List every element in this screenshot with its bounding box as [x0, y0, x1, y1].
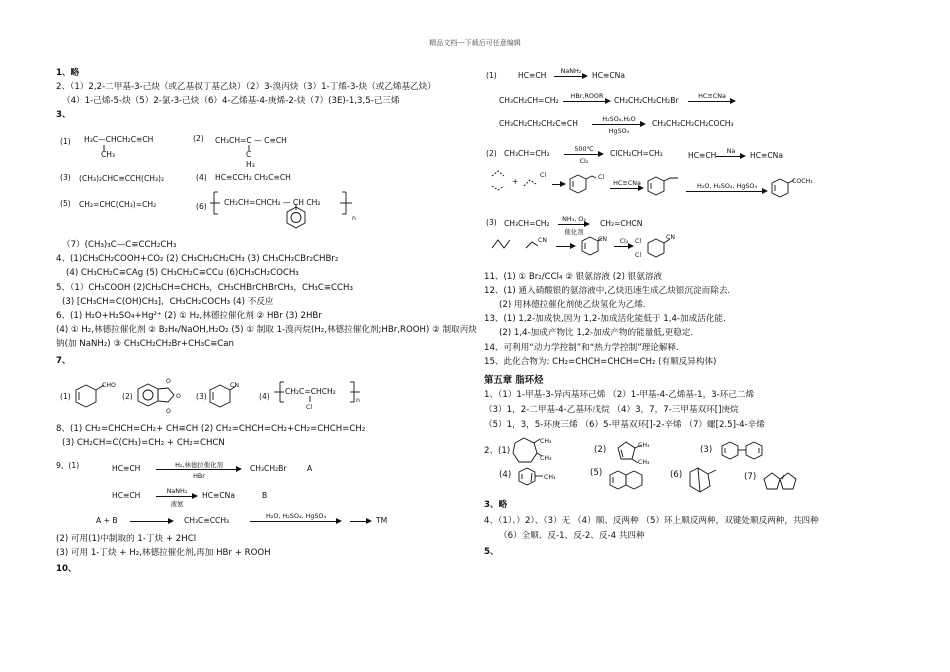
s6-number: (6) — [196, 202, 207, 211]
s2-sub-h3: H₃ — [246, 160, 255, 169]
s74-polymer-brackets — [270, 378, 370, 418]
c2-3-number: (3) — [700, 445, 713, 455]
s3-number: (3) — [60, 173, 71, 182]
r3-cn-a: CN — [538, 237, 547, 244]
r1-a: HC≡CH — [518, 71, 547, 80]
s6-n: n — [352, 215, 356, 222]
s71-number: (1) — [60, 392, 71, 401]
r2-c: HC≡CH — [688, 151, 717, 160]
q9-label-a: A — [307, 464, 313, 473]
q9-number: 9、(1) — [56, 461, 80, 470]
q9-r2: HC≡CH — [112, 491, 141, 500]
q13-line-a: 13、(1) 1,2-加成快,因为 1,2-加成活化能低于 1,4-加成活化能. — [484, 314, 726, 324]
s2-sub-c: C — [246, 150, 252, 159]
r1-g: CH₃CH₂CH₂CH₂COCH₃ — [652, 119, 734, 128]
q15-line: 15、此化合物为: CH₂=CHCH=CHCH=CH₂ (有顺反异构体) — [484, 357, 717, 367]
q8-line-a: 8、(1) CH₂=CHCH=CH₂+ CH≡CH (2) CH₂=CHCH=CH₂+CH₂=CHCH=CH₂ — [56, 424, 366, 434]
c4-line-b: （6）全顺、反-1、反-2、反-4 共四种 — [499, 531, 645, 541]
s3-formula: (CH₃)₂CHC≡CCH(CH₃)₂ — [79, 174, 165, 183]
s72-number: (2) — [122, 392, 133, 401]
q7-line: 7、 — [56, 356, 71, 366]
r3-cl-bottom: Cl — [635, 252, 642, 259]
s72-o-mid: O — [176, 393, 181, 400]
s73-cn: CN — [230, 382, 239, 389]
c4-line-a: 4、（1）、）2）、（3）无 （4）顺、反两种 （5）环上顺反两种，双键处顺反两种，共四种 — [484, 516, 819, 526]
q9-p2: HC≡CNa — [202, 491, 236, 500]
q9-label-b: B — [262, 491, 268, 500]
q9-r1: HC≡CH — [112, 464, 141, 473]
q6-line-a: 6、(1) H₂O+H₂SO₄+Hg²⁺ (2) ① H₂,林德拉催化剂 ② HBr (3) 2HBr — [56, 311, 322, 321]
s1-formula: H₃C—CHCH₂C≡CH — [84, 135, 154, 144]
q6-line-c: 钠(加 NaNH₂) ③ CH₃CH₂CH₂Br+CH₃C≡Can — [56, 339, 234, 349]
s1-number: (1) — [60, 137, 71, 146]
r2-f: COCH₃ — [792, 178, 813, 185]
c2-1-ch3a: CH₃ — [540, 438, 552, 445]
q9-line-c: (3) 可用 1-丁炔 + H₂,林德拉催化剂,再加 HBr + ROOH — [56, 548, 271, 558]
r2-cl-a: Cl — [540, 172, 547, 179]
cyclohexene-propynyl-ring — [646, 174, 686, 202]
q12-line-a: 12、(1) 通入硝酸银的氨溶液中,乙炔迅速生成乙炔银沉淀而除去. — [484, 286, 731, 296]
c5-line: 5、 — [484, 547, 499, 557]
r2-cl-b: Cl — [598, 174, 605, 181]
benzene-ring-icon — [285, 206, 307, 230]
s73-number: (3) — [196, 392, 207, 401]
s74-formula: CH₂C=CHCH₂ — [285, 387, 336, 396]
q6-line-b: (4) ① H₂,林德拉催化剂 ② B₂H₆/NaOH,H₂O₂ (5) ① 制取 1-溴丙烷(H₂,林德拉催化剂;HBr,ROOH) ② 制取丙炔 — [56, 325, 477, 335]
s74-number: (4) — [259, 392, 270, 401]
q12-line-b: (2) 用林德拉催化剂使乙炔氢化为乙烯. — [499, 300, 646, 310]
c2-2-ch3a: CH₃ — [638, 442, 650, 449]
s2-number: (2) — [193, 134, 204, 143]
r1-d: CH₃CH₂CH₂CH₂Br — [614, 96, 679, 105]
r3-b: CH₂=CHCN — [600, 219, 643, 228]
s6-formula: CH₂CH=CHCH₂ — CH CH₂ — [224, 198, 321, 207]
q13-line-b: (2) 1,4-加成产物比 1,2-加成产物的能量低,更稳定. — [499, 328, 694, 338]
c1-line-a: 1、（1）1-甲基-3-异丙基环己烯 （2）1-甲基-4-乙烯基-1，3-环己二烯 — [484, 390, 755, 400]
bicyclohexadienyl-rings — [720, 440, 776, 462]
r2-b: ClCH₂CH=CH₂ — [610, 149, 663, 158]
spirooctene-rings — [762, 470, 806, 500]
q4-line-a: 4、(1)CH₃CH₂COOH+CO₂ (2) CH₃CH₂CH₂CH₃ (3) CH₃CH₂CBr₂CHBr₂ — [56, 254, 339, 264]
r1-f: CH₃CH₂CH₂CH₂C≡CH — [499, 119, 578, 128]
r3-a: CH₃CH=CH₂ — [504, 219, 550, 228]
c1-line-c: （5）1，3，5-环庚三烯 （6）5-甲基双环[]-2-辛烯 （7）螺[2.5]-4-辛烯 — [484, 420, 765, 430]
r2-d: HC≡CNa — [750, 151, 784, 160]
c2-number: 2、(1) — [484, 446, 511, 456]
diene-sketch — [490, 236, 518, 252]
decalin-rings — [608, 468, 652, 496]
q9-p4: TM — [376, 516, 388, 525]
s7-line: （7）(CH₃)₃C—C≡CCH₂CH₃ — [62, 240, 177, 250]
s5-number: (5) — [60, 199, 71, 208]
r3-cn-b: CN — [598, 236, 607, 243]
q8-line-b: (3) CH₂CH=C(CH₃)=CH₂ + CH₂=CHCN — [62, 438, 225, 448]
r3-number: (3) — [486, 218, 497, 227]
s74-n: n — [356, 397, 360, 404]
c3-line: 3、略 — [484, 500, 508, 510]
r3-cn-c: CN — [666, 234, 675, 241]
q1-line: 1、略 — [56, 68, 80, 78]
q2-line-a: 2、（1）2,2-二甲基-3-己炔（或乙基叔丁基乙炔）（2）3-溴丙炔（3）1-丁烯-3-炔（或乙烯基乙炔） — [56, 82, 436, 92]
page-header: 精品文档---下载后可任意编辑 — [429, 39, 521, 47]
cycloheptane-ring — [510, 436, 540, 466]
s72-o-bottom: O — [166, 408, 171, 415]
c2-1-ch3b: CH₃ — [540, 455, 552, 462]
s2-formula: CH₃CH=C — C≡CH — [215, 136, 287, 145]
bicyclooctene-sketch — [686, 464, 720, 498]
q9-line-b: (2) 可用(1)中制取的 1-丁炔 + 2HCl — [56, 534, 197, 544]
s1-methyl: CH₃ — [101, 150, 116, 159]
q10-line: 10、 — [56, 564, 77, 574]
q9-p1: CH₃CH₂Br — [250, 464, 287, 473]
q11-line: 11、(1) ① Br₂/CCl₄ ② 银氨溶液 (2) 银氨溶液 — [484, 272, 663, 282]
r1-b: HC≡CNa — [592, 71, 626, 80]
c1-line-b: （3）1，2-二甲基-4-乙基环戊烷 （4）3，7，7-三甲基双环[]庚烷 — [484, 405, 739, 415]
q5-line-a: 5、（1）CH₃COOH (2)CH₃CH=CHCH₃，CH₃CHBrCHBrCH₃，CH₃C≡CCH₃ — [56, 283, 353, 293]
c2-4-number: (4) — [499, 470, 512, 480]
r1-c: CH₃CH₂CH=CH₂ — [499, 96, 559, 105]
s4-number: (4) — [196, 173, 207, 182]
r2-plus: + — [512, 177, 519, 186]
c2-4-ch3: CH₃ — [544, 474, 556, 481]
r2-number: (2) — [486, 149, 497, 158]
chapter-5-title: 第五章 脂环烃 — [484, 375, 544, 386]
s71-cho: CHO — [102, 382, 116, 389]
s5-formula: CH₂=CHC(CH₃)=CH₂ — [79, 200, 157, 209]
butadiene-sketch — [490, 168, 512, 196]
c2-2-ch3b: CH₃ — [638, 459, 650, 466]
s72-o-top: O — [166, 378, 171, 385]
c2-7-number: (7) — [744, 472, 757, 482]
c2-5-number: (5) — [590, 468, 603, 478]
s4-formula: HC≡CCH₂ CH₂C≡CH — [215, 173, 291, 182]
c2-2-number: (2) — [594, 445, 607, 455]
q3-line: 3、 — [56, 110, 71, 120]
q9-p3: CH₃C≡CCH₃ — [184, 516, 230, 525]
r3-cl-top: Cl — [635, 238, 642, 245]
s74-cl: Cl — [306, 404, 313, 411]
r2-a: CH₃CH=CH₂ — [504, 149, 550, 158]
q14-line: 14、可利用“动力学控制”和“热力学控制”理论解释. — [484, 343, 679, 353]
c2-6-number: (6) — [670, 470, 683, 480]
q9-r3: A + B — [96, 516, 118, 525]
q4-line-b: (4) CH₃CH₂C≡CAg (5) CH₃CH₂C≡CCu (6)CH₃CH₂COCH₃ — [66, 268, 299, 278]
q5-line-b: (3) [CH₃CH=C(OH)CH₃]，CH₃CH₂COCH₃ (4) 不反应 — [62, 297, 274, 307]
r1-number: (1) — [486, 71, 497, 80]
q2-line-b: （4）1-己烯-5-炔（5）2-氯-3-己炔（6）4-乙烯基-4-庚烯-2-炔（7）(3E)-1,3,5-己三烯 — [62, 96, 400, 106]
